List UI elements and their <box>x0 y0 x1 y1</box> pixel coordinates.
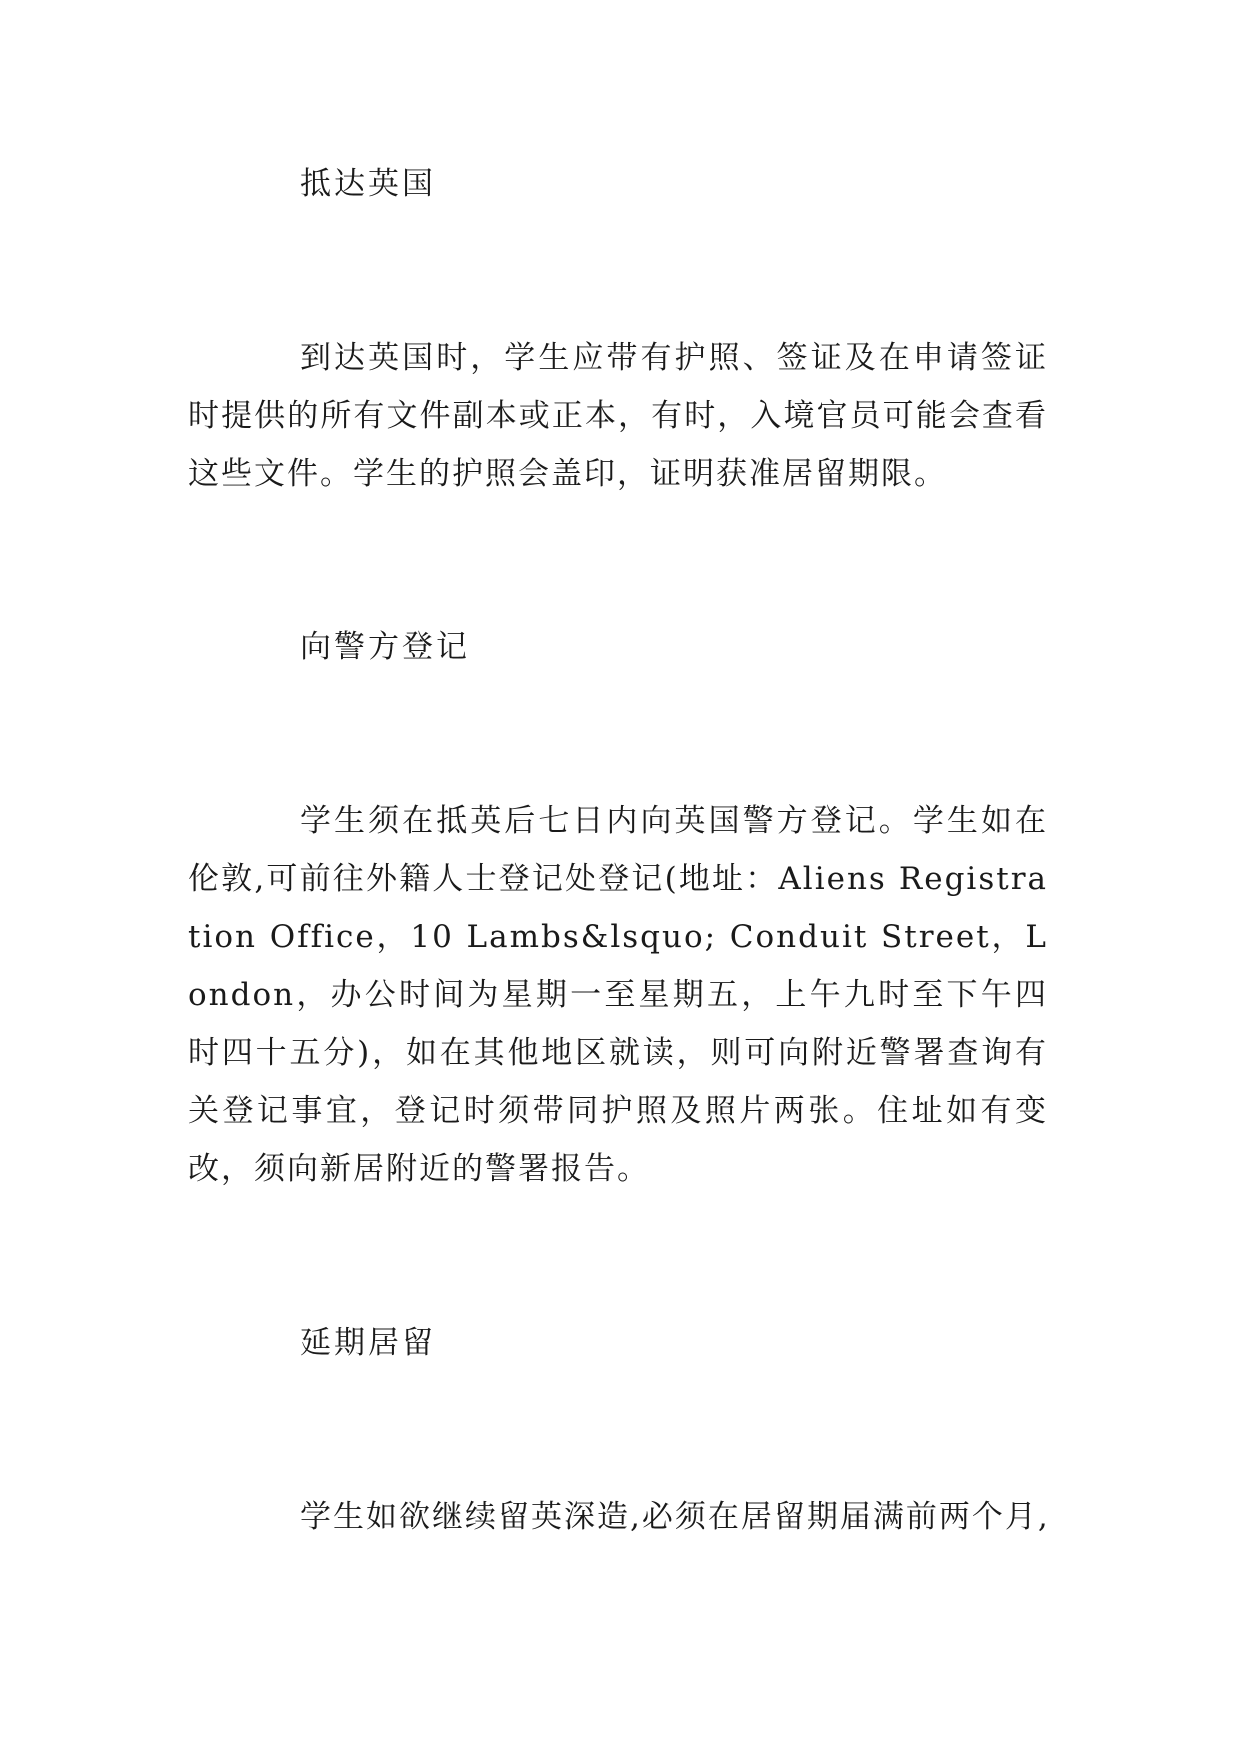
section-heading-police-registration: 向警方登记 <box>300 629 470 665</box>
section-heading-extension: 延期居留 <box>300 1325 436 1361</box>
paragraph-extension: 学生如欲继续留英深造,必须在居留期届满前两个月, <box>300 1499 1050 1535</box>
paragraph-arrival: 到达英国时，学生应带有护照、签证及在申请签证时提供的所有文件副本或正本，有时，入境官员可能会查看这些文件。学生的护照会盖印，证明获准居留期限。 <box>188 340 1048 492</box>
paragraph-police-registration: 学生须在抵英后七日内向英国警方登记。学生如在伦敦,可前往外籍人士登记处登记(地址：Aliens Registration Office，10 Lambs&lsquo; Conduit Street，London，办公时间为星期一至星期五，上午九时至下午四时四十五分)，如在其他地区就读，则可向附近警署查询有关登记事宜，登记时须带同护照及照片两张。住址如有变改，须向新居附近的警署报告。 <box>188 803 1048 1187</box>
section-heading-arrival: 抵达英国 <box>300 166 436 202</box>
